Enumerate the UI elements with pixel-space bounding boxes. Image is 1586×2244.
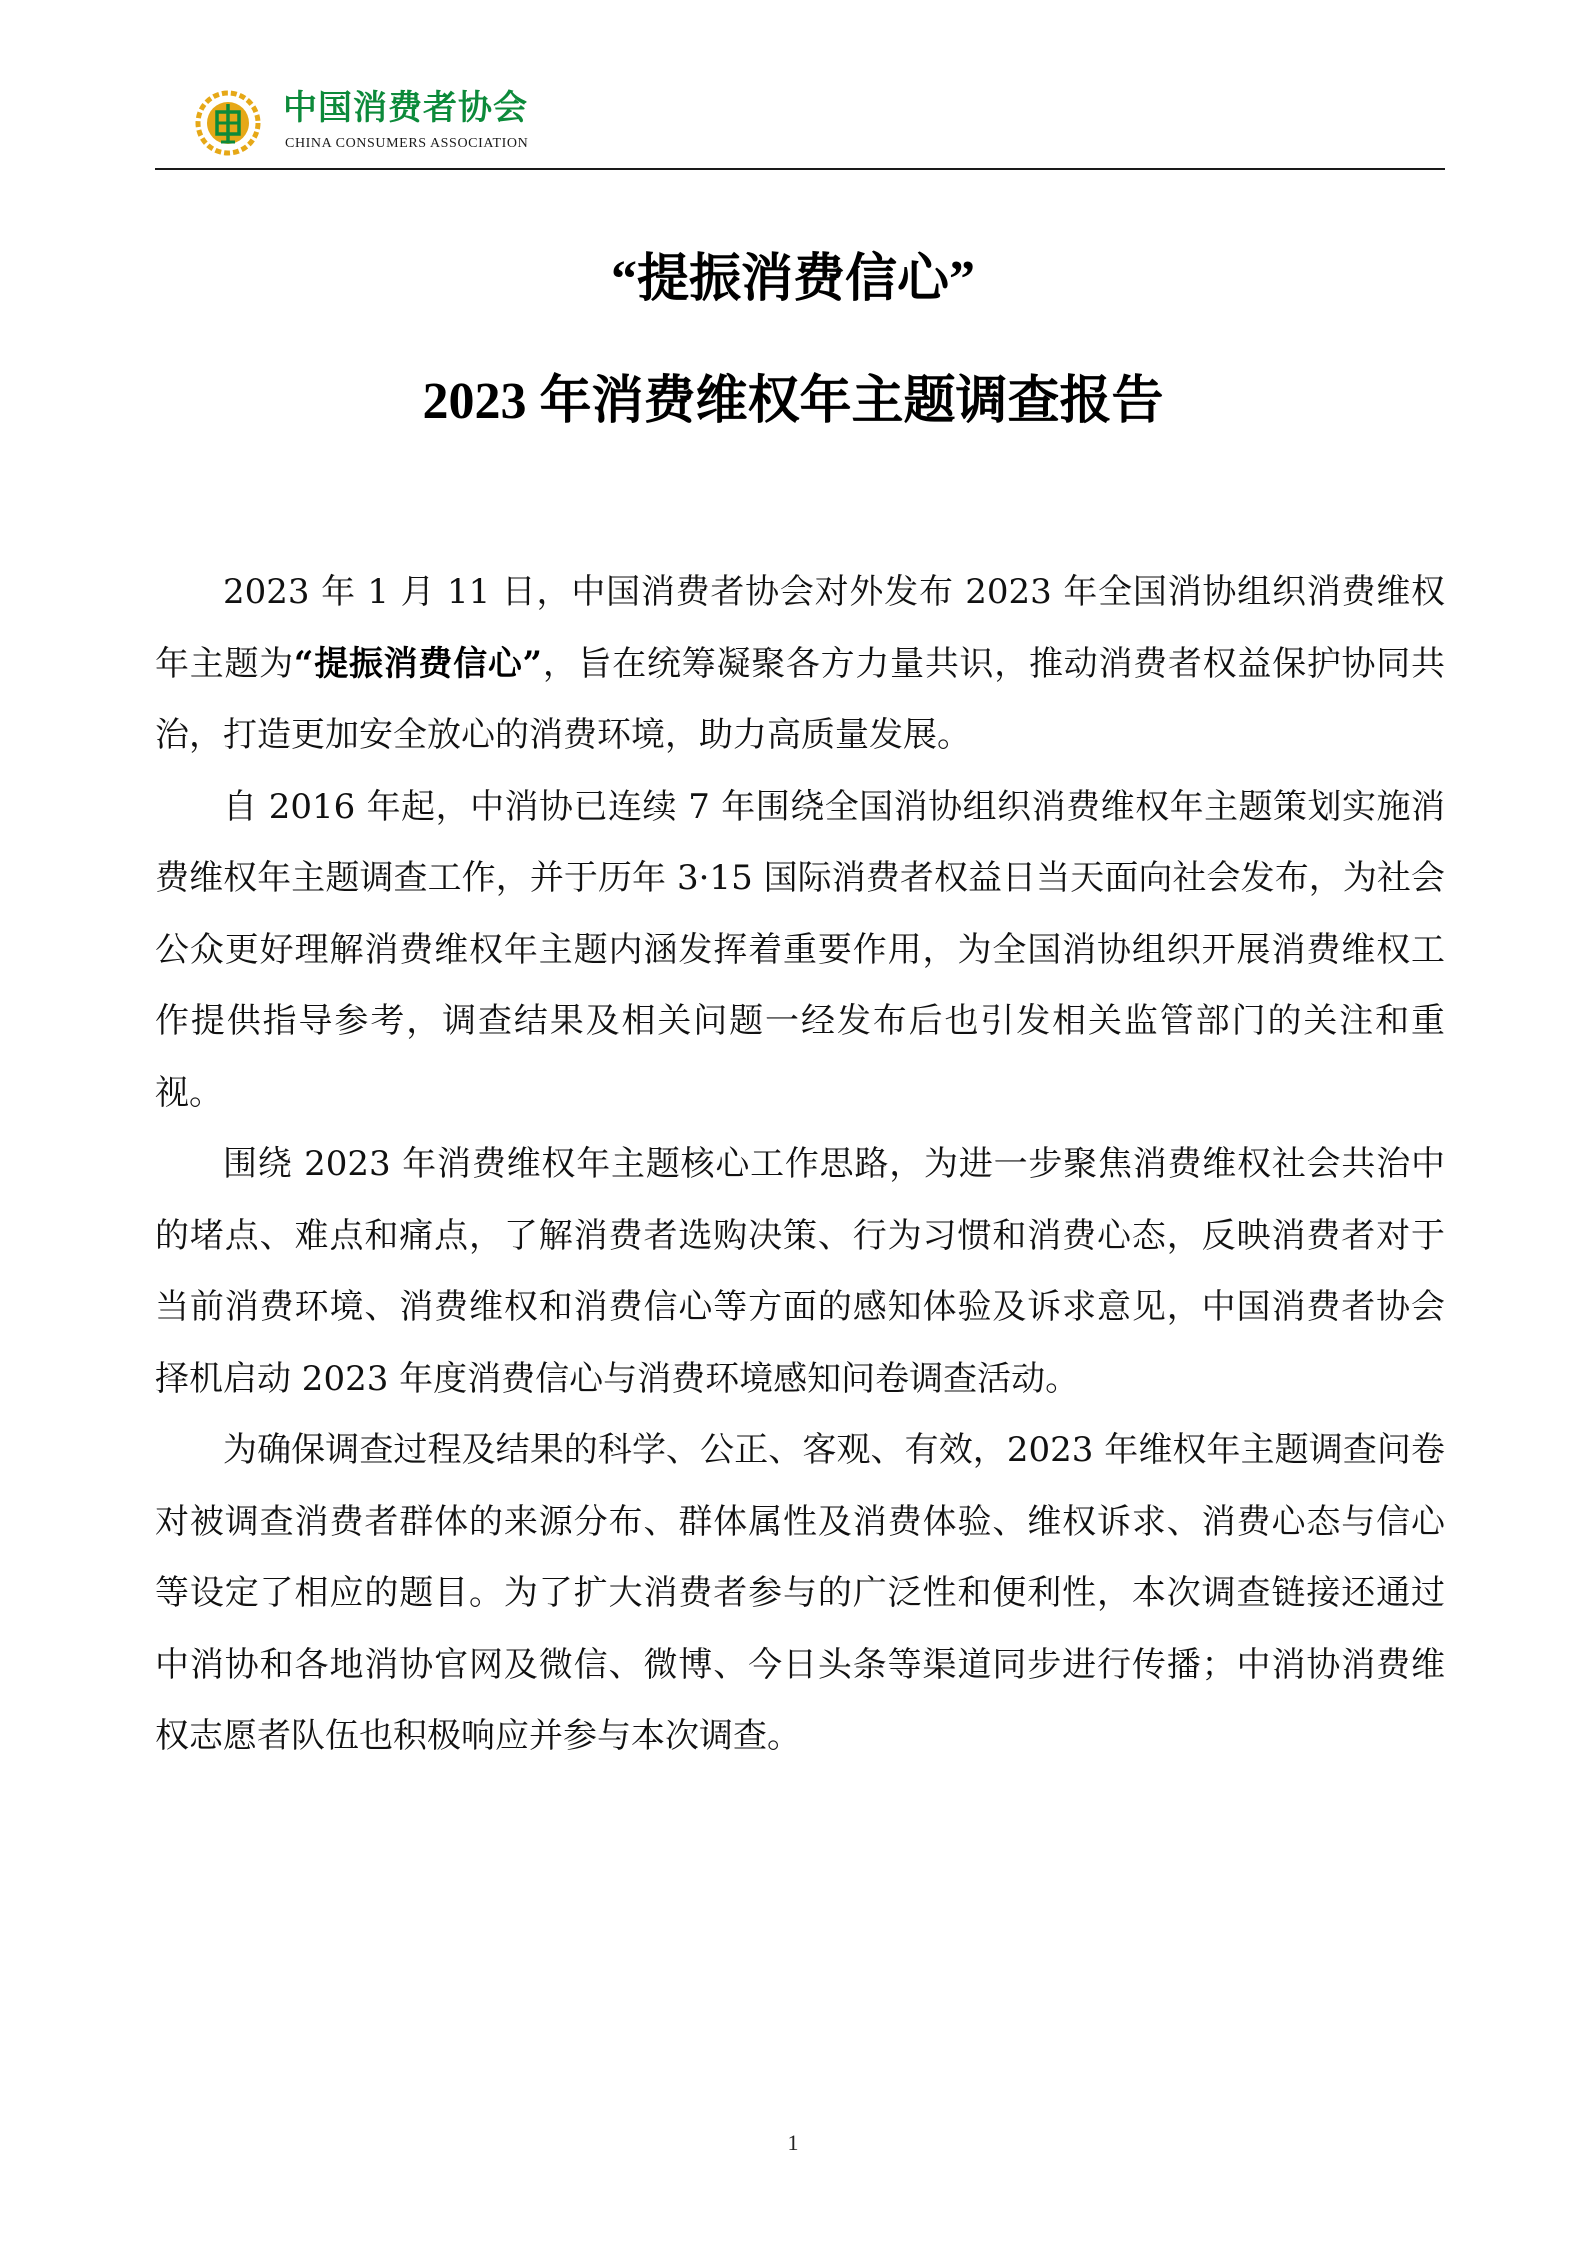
header-divider — [155, 168, 1445, 170]
cca-emblem-icon — [195, 90, 261, 156]
report-title-line-1: “提振消费信心” — [610, 251, 975, 308]
report-title-line-2: 2023 年消费维权年主题调查报告 — [422, 373, 1164, 430]
report-body — [155, 557, 1445, 1773]
paragraph-1-text-start: 2023 年 1 月 11 日，中国消费者协会对外发布 2023 年全国消协组织消费维权年主题为 — [155, 572, 1445, 684]
document-header — [195, 78, 1445, 168]
paragraph-1-text-end: ，旨在统筹凝聚各方力量共识，推动消费者权益保护协同共治，打造更加安全放心的消费环境，助力高质量发展。 — [155, 643, 1445, 755]
paragraph-1 — [155, 557, 1445, 772]
theme-emphasis: “提振消费信心” — [293, 643, 543, 684]
org-name-chinese: 中国消费者协会 — [283, 88, 528, 128]
org-name-english: CHINA CONSUMERS ASSOCIATION — [285, 136, 529, 151]
page-number: 1 — [787, 2130, 799, 2155]
paragraph-2: 自 2016 年起，中消协已连续 7 年围绕全国消协组织消费维权年主题策划实施消费维权年主题调查工作，并于历年 3·15 国际消费者权益日当天面向社会发布，为社会公众更好理解消费维权年主题内涵发挥着重要作用，为全国消协组织开展消费维权工作提供指导参考，调查结果及相关问题一经发布后也引发相关监管部门的关注和重视。 — [155, 786, 1445, 1113]
paragraph-3: 围绕 2023 年消费维权年主题核心工作思路，为进一步聚焦消费维权社会共治中的堵点、难点和痛点，了解消费者选购决策、行为习惯和消费心态，反映消费者对于当前消费环境、消费维权和消费信心等方面的感知体验及诉求意见，中国消费者协会择机启动 2023 年度消费信心与消费环境感知问卷调查活动。 — [155, 1144, 1445, 1399]
paragraph-4: 为确保调查过程及结果的科学、公正、客观、有效，2023 年维权年主题调查问卷对被调查消费者群体的来源分布、群体属性及消费体验、维权诉求、消费心态与信心等设定了相应的题目。为了扩大消费者参与的广泛性和便利性，本次调查链接还通过中消协和各地消协官网及微信、微博、今日头条等渠道同步进行传播；中消协消费维权志愿者队伍也积极响应并参与本次调查。 — [155, 1430, 1445, 1756]
